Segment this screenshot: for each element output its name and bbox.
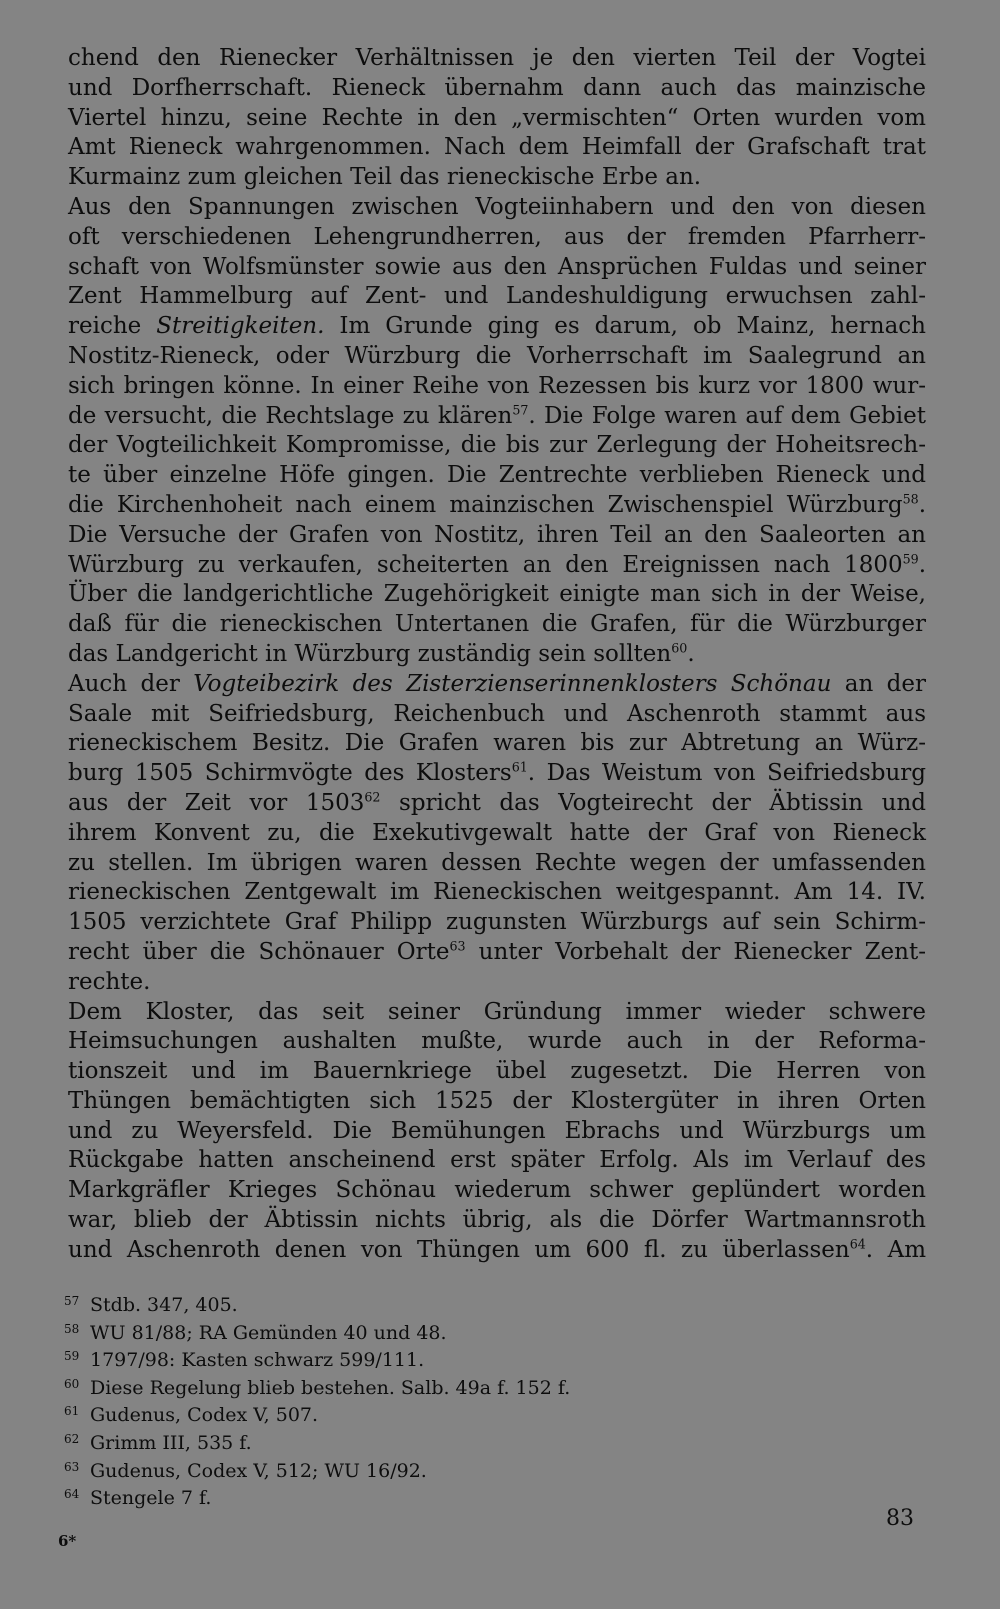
text-line: [68, 1146, 926, 1176]
text-run: Zent Hammelburg auf Zent- und Landeshuldigung erwuchsen zahl-: [68, 283, 926, 310]
footnotes: [64, 1290, 764, 1511]
footnote-number: 61: [64, 1404, 80, 1419]
footnote-number: 63: [64, 1459, 80, 1474]
text-line: [68, 133, 926, 163]
text-run: und Dorfherrschaft. Rieneck übernahm dann auch das mainzische: [68, 74, 926, 101]
text-line: [68, 551, 926, 581]
text-line: [68, 282, 926, 312]
text-run: schaft von Wolfsmünster sowie aus den Ansprüchen Fuldas und seiner: [68, 253, 926, 280]
text-line: [68, 729, 926, 759]
text-line: [68, 938, 926, 968]
text-line: [68, 1176, 926, 1206]
text-run: Heimsuchungen aushalten mußte, wurde auch in der Reforma-: [68, 1028, 926, 1055]
footnote-ref: 61: [511, 759, 528, 775]
text-run: unter Vorbehalt der Rienecker Zent-: [465, 938, 926, 965]
text-line: [68, 521, 926, 551]
text-run: Die Versuche der Grafen von Nostitz, ihren Teil an den Saaleorten an: [68, 521, 926, 548]
italic-text: Vogteibezirk des Zisterzienserinnenklosters Schönau: [193, 670, 832, 697]
footnote-text: Gudenus, Codex V, 512; WU 16/92.: [90, 1459, 427, 1482]
footnote-number: 58: [64, 1321, 80, 1336]
text-run: spricht das Vogteirecht der Äbtissin und: [380, 789, 926, 816]
text-run: Kurmainz zum gleichen Teil das rieneckische Erbe an.: [68, 164, 702, 191]
text-line: [68, 44, 926, 74]
text-line: [68, 312, 926, 342]
footnote: [64, 1428, 764, 1456]
footnote: [64, 1318, 764, 1346]
text-line: [68, 491, 926, 521]
text-run: . Am: [865, 1236, 927, 1263]
text-run: das Landgericht in Würzburg zuständig sein sollten: [68, 640, 672, 667]
text-line: [68, 342, 926, 372]
footnote-text: WU 81/88; RA Gemünden 40 und 48.: [90, 1321, 447, 1344]
text-run: rieneckischem Besitz. Die Grafen waren bis zur Abtretung an Würz-: [68, 730, 926, 757]
text-run: an der: [831, 670, 926, 697]
page-number: 83: [886, 1506, 914, 1531]
text-run: 1505 verzichtete Graf Philipp zugunsten Würzburgs auf sein Schirm-: [68, 909, 926, 936]
text-run: .: [687, 640, 695, 667]
text-run: aus der Zeit vor 1503: [68, 789, 365, 816]
text-line: [68, 1087, 926, 1117]
text-run: rieneckischen Zentgewalt im Rieneckischen weitgespannt. Am 14. IV.: [68, 879, 926, 906]
body-text: [68, 44, 926, 1266]
text-run: der Vogteilichkeit Kompromisse, die bis zur Zerlegung der Hoheitsrech-: [68, 432, 926, 459]
text-run: te über einzelne Höfe gingen. Die Zentrechte verblieben Rieneck und: [68, 462, 926, 489]
text-run: Markgräfler Krieges Schönau wiederum schwer geplündert worden: [68, 1177, 926, 1204]
text-line: [68, 878, 926, 908]
footnote-text: Grimm III, 535 f.: [90, 1431, 252, 1454]
text-run: Auch der: [68, 670, 194, 697]
footnote: [64, 1483, 764, 1511]
text-run: Über die landgerichtliche Zugehörigkeit einigte man sich in der Weise,: [68, 581, 926, 608]
footnote-number: 62: [64, 1431, 80, 1446]
footnote-text: Diese Regelung blieb bestehen. Salb. 49a f. 152 f.: [90, 1376, 571, 1399]
text-line: [68, 223, 926, 253]
text-run: Aus den Spannungen zwischen Vogteiinhabern und den von diesen: [68, 193, 926, 220]
text-run: tionszeit und im Bauernkriege übel zugesetzt. Die Herren von: [68, 1058, 926, 1085]
text-run: und zu Weyersfeld. Die Bemühungen Ebrachs und Würzburgs um: [68, 1117, 926, 1144]
footnote: [64, 1290, 764, 1318]
text-run: Thüngen bemächtigten sich 1525 der Klostergüter in ihren Orten: [68, 1087, 926, 1114]
text-line: [68, 640, 926, 670]
text-run: Dem Kloster, das seit seiner Gründung immer wieder schwere: [68, 998, 926, 1025]
text-line: [68, 104, 926, 134]
signature-mark: 6*: [58, 1532, 77, 1550]
text-line: [68, 1206, 926, 1236]
footnote: [64, 1373, 764, 1401]
text-line: [68, 1236, 926, 1266]
footnote-ref: 62: [364, 789, 381, 805]
text-line: [68, 908, 926, 938]
text-run: war, blieb der Äbtissin nichts übrig, als die Dörfer Wartmannsroth: [68, 1207, 926, 1234]
text-run: ihrem Konvent zu, die Exekutivgewalt hatte der Graf von Rieneck: [68, 819, 926, 846]
text-run: burg 1505 Schirmvögte des Klosters: [68, 760, 512, 787]
text-line: [68, 1117, 926, 1147]
text-run: Nostitz-Rieneck, oder Würzburg die Vorherrschaft im Saalegrund an: [68, 342, 926, 369]
footnote: [64, 1400, 764, 1428]
footnote-text: Gudenus, Codex V, 507.: [90, 1404, 319, 1427]
text-run: reiche: [68, 313, 157, 340]
footnote-number: 57: [64, 1294, 80, 1308]
footnote-text: Stdb. 347, 405.: [90, 1294, 238, 1316]
footnote-number: 59: [64, 1349, 80, 1364]
text-line: [68, 74, 926, 104]
footnote-ref: 63: [449, 938, 466, 954]
text-run: . Das Weistum von Seifriedsburg: [527, 760, 926, 787]
text-run: de versucht, die Rechtslage zu klären: [68, 402, 513, 429]
text-run: .: [918, 551, 926, 578]
text-line: [68, 372, 926, 402]
text-line: [68, 670, 926, 700]
text-line: [68, 253, 926, 283]
footnote-ref: 60: [671, 640, 688, 656]
text-run: Im Grunde ging es darum, ob Mainz, hernach: [324, 313, 926, 340]
text-line: [68, 461, 926, 491]
footnote-ref: 59: [902, 550, 919, 566]
text-line: [68, 1057, 926, 1087]
text-run: . Die Folge waren auf dem Gebiet: [528, 402, 926, 429]
text-line: [68, 193, 926, 223]
text-line: [68, 610, 926, 640]
text-run: die Kirchenhoheit nach einem mainzischen Zwischenspiel Würzburg: [68, 491, 903, 518]
footnote-text: Stengele 7 f.: [90, 1487, 212, 1510]
text-run: Würzburg zu verkaufen, scheiterten an den Ereignissen nach 1800: [68, 551, 903, 578]
footnote-ref: 64: [849, 1236, 866, 1252]
text-run: .: [918, 491, 926, 518]
text-run: rechte.: [68, 968, 151, 995]
text-line: [68, 998, 926, 1028]
text-run: Saale mit Seifriedsburg, Reichenbuch und Aschenroth stammt aus: [68, 700, 926, 727]
text-line: [68, 968, 926, 998]
text-line: [68, 163, 926, 193]
text-run: Rückgabe hatten anscheinend erst später Erfolg. Als im Verlauf des: [68, 1147, 926, 1174]
italic-text: Streitigkeiten.: [156, 313, 325, 340]
text-line: [68, 700, 926, 730]
footnote-number: 64: [64, 1487, 80, 1502]
text-line: [68, 789, 926, 819]
text-line: [68, 759, 926, 789]
text-run: und Aschenroth denen von Thüngen um 600 fl. zu überlassen: [68, 1236, 850, 1263]
text-line: [68, 431, 926, 461]
text-run: zu stellen. Im übrigen waren dessen Rechte wegen der umfassenden: [68, 849, 926, 876]
text-run: Amt Rieneck wahrgenommen. Nach dem Heimfall der Grafschaft trat: [68, 134, 926, 161]
text-run: daß für die rieneckischen Untertanen die Grafen, für die Würzburger: [68, 611, 926, 638]
footnote-text: 1797/98: Kasten schwarz 599/111.: [90, 1349, 425, 1372]
text-run: Viertel hinzu, seine Rechte in den „vermischten“ Orten wurden vom: [68, 104, 926, 131]
footnote-ref: 58: [902, 491, 919, 507]
footnote: [64, 1456, 764, 1484]
text-run: recht über die Schönauer Orte: [68, 938, 450, 965]
footnote: [64, 1345, 764, 1373]
footnote-ref: 57: [512, 401, 529, 417]
text-line: [68, 819, 926, 849]
text-line: [68, 849, 926, 879]
text-line: [68, 580, 926, 610]
text-run: chend den Rienecker Verhältnissen je den vierten Teil der Vogtei: [68, 45, 926, 71]
text-line: [68, 402, 926, 432]
footnote-number: 60: [64, 1376, 80, 1391]
text-run: oft verschiedenen Lehengrundherren, aus der fremden Pfarrherr-: [68, 223, 926, 250]
text-line: [68, 1027, 926, 1057]
text-run: sich bringen könne. In einer Reihe von Rezessen bis kurz vor 1800 wur-: [68, 372, 926, 399]
